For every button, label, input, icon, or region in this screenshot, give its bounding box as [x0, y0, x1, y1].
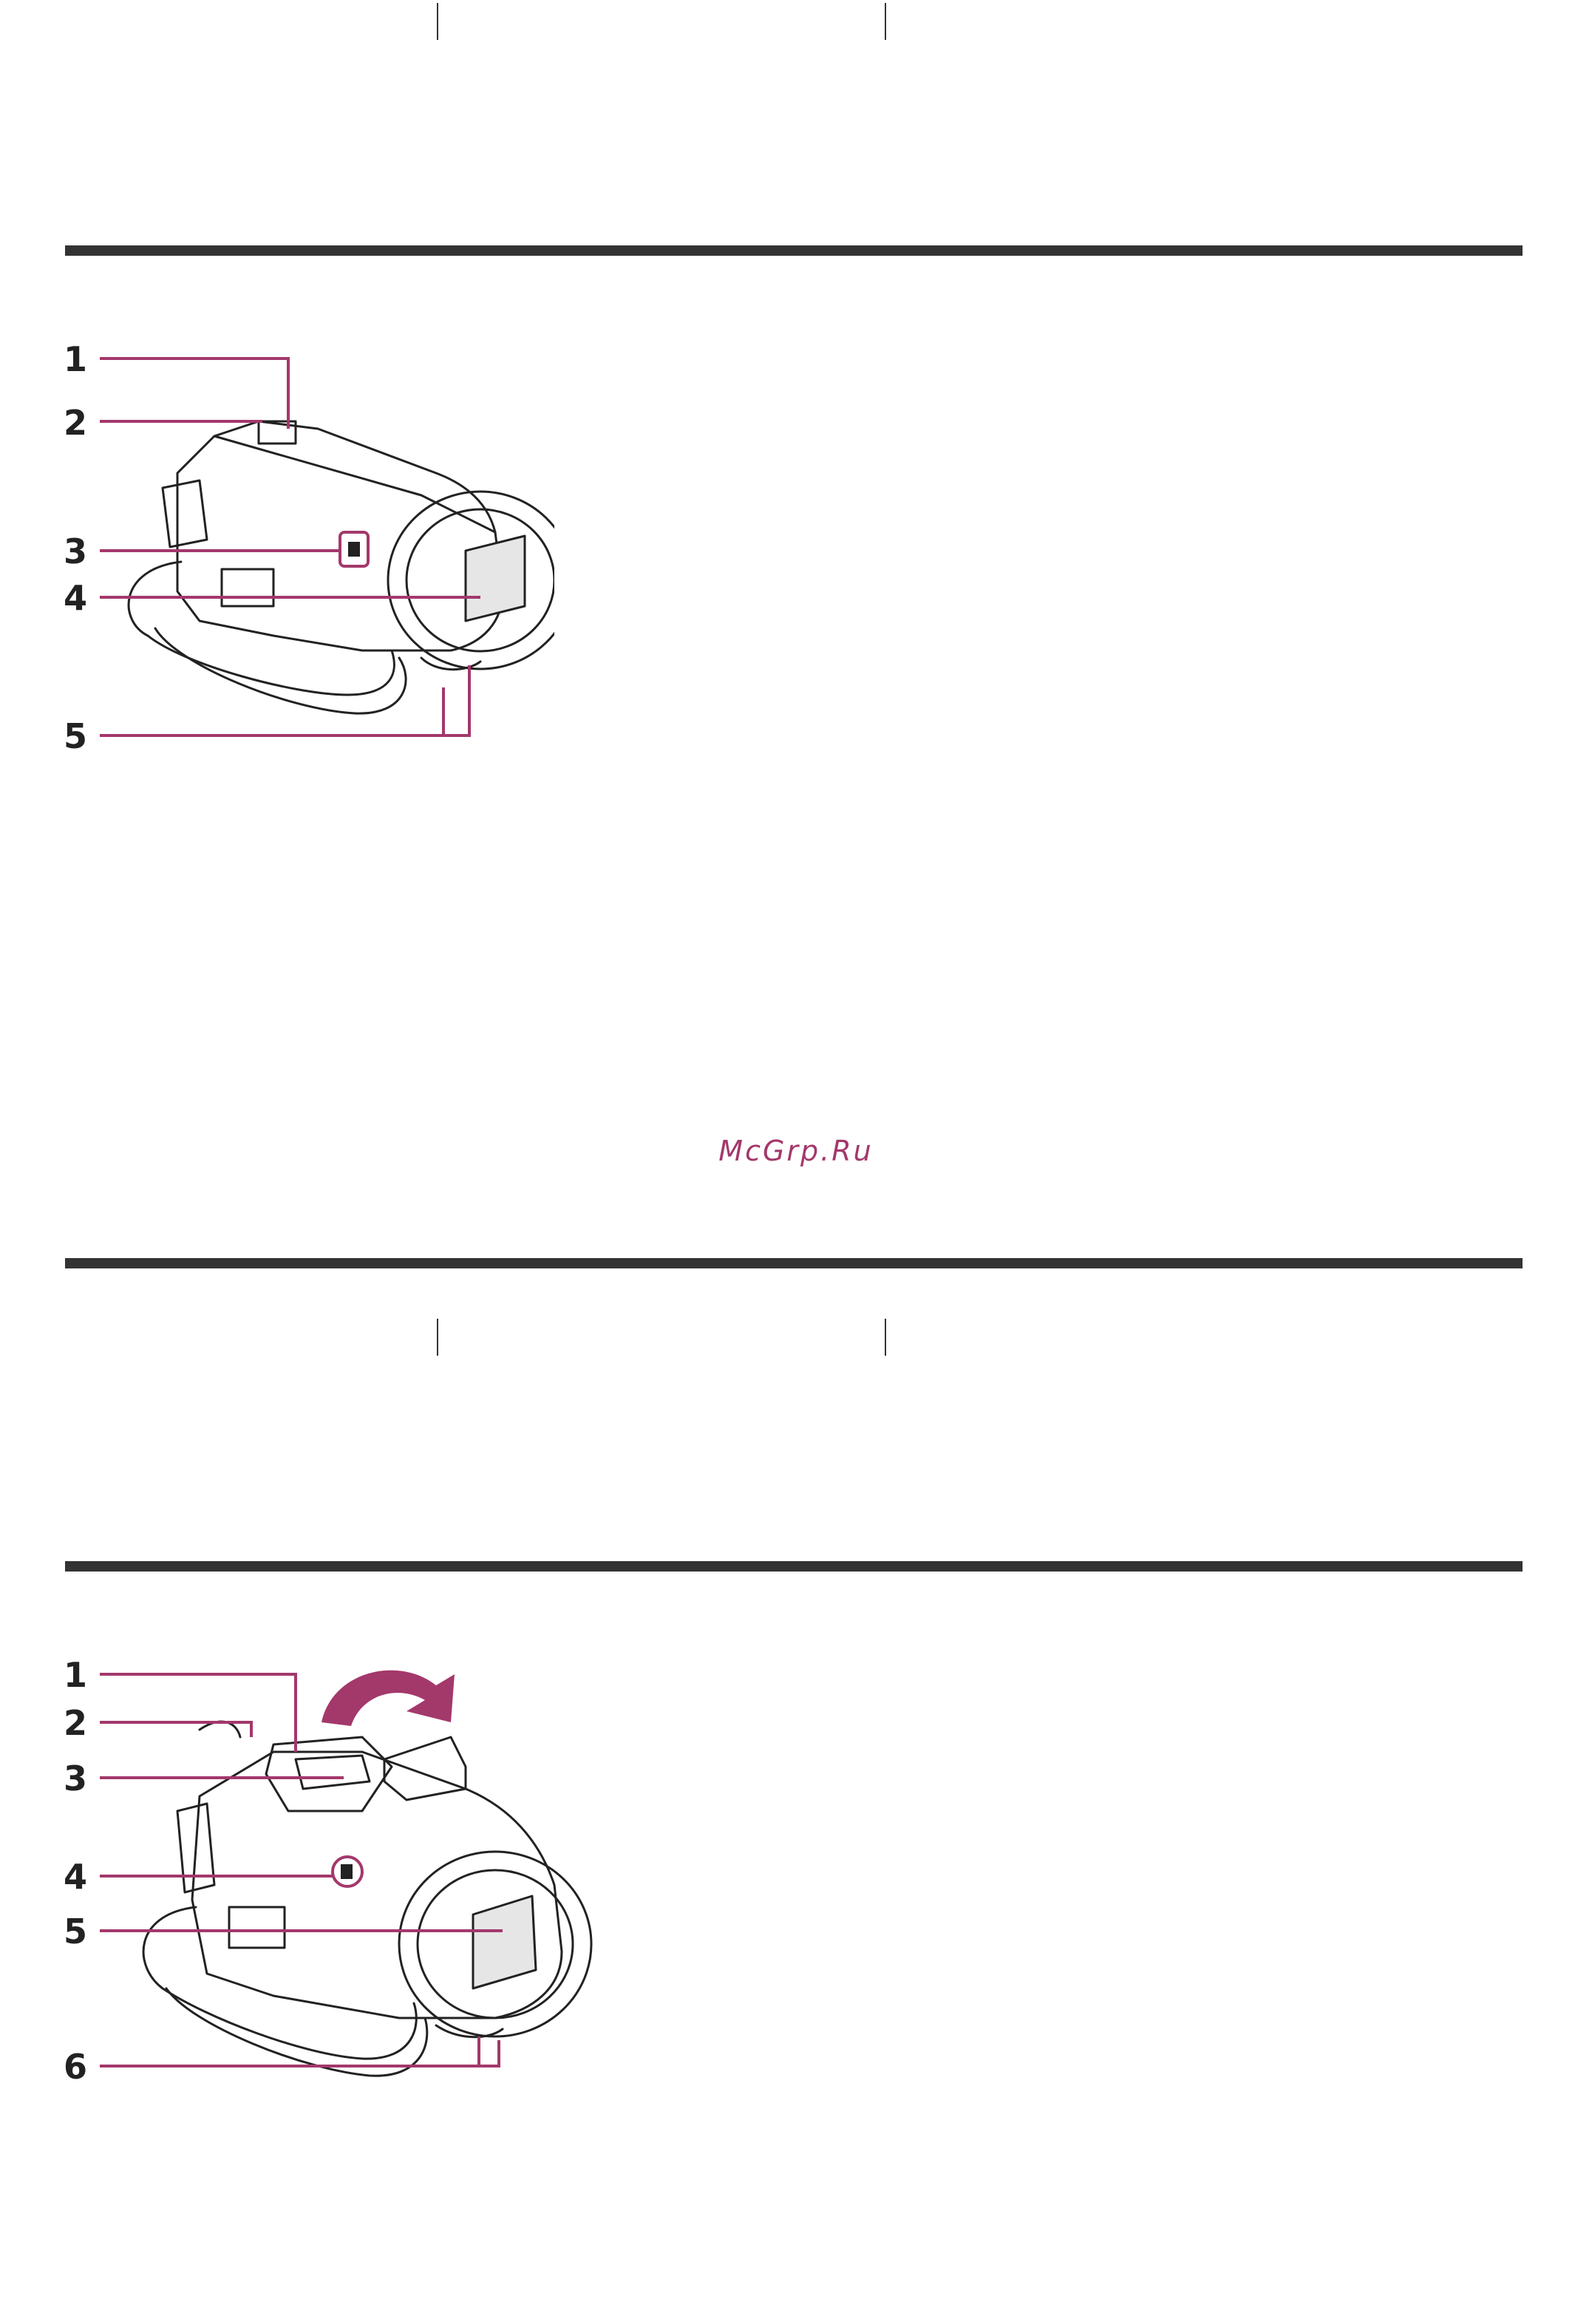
n-mark-icon-2	[341, 1864, 353, 1879]
callout-1: 1	[63, 1655, 88, 1695]
callout-3: 3	[63, 1759, 88, 1798]
header-divider-right-2	[885, 1319, 886, 1356]
header-divider-right	[885, 3, 886, 40]
callout-5: 5	[63, 1912, 88, 1951]
callout-4: 4	[63, 578, 88, 618]
callout-leaders-2	[100, 1674, 503, 2066]
camcorder-figure-1	[52, 325, 554, 769]
n-mark-icon	[348, 542, 360, 557]
header-divider-left	[437, 3, 438, 40]
camcorder-body-drawing	[129, 421, 554, 713]
callout-4: 4	[63, 1857, 88, 1897]
camcorder-figure-2	[52, 1641, 599, 2099]
header-divider-left-2	[437, 1319, 438, 1356]
callout-6: 6	[63, 2047, 88, 2087]
section-rule-middle	[65, 1258, 1523, 1268]
callout-2: 2	[63, 1703, 88, 1743]
callout-1: 1	[63, 339, 88, 379]
callout-2: 2	[63, 403, 88, 443]
curved-arrow-icon	[322, 1671, 455, 1726]
section-rule-top	[65, 245, 1523, 256]
watermark: McGrp.Ru	[718, 1135, 874, 1167]
camcorder-body-drawing-2	[143, 1722, 591, 2076]
section-rule-lower	[65, 1561, 1523, 1572]
callout-3: 3	[63, 531, 88, 571]
callout-leaders-1	[100, 359, 480, 735]
callout-5: 5	[63, 716, 88, 756]
